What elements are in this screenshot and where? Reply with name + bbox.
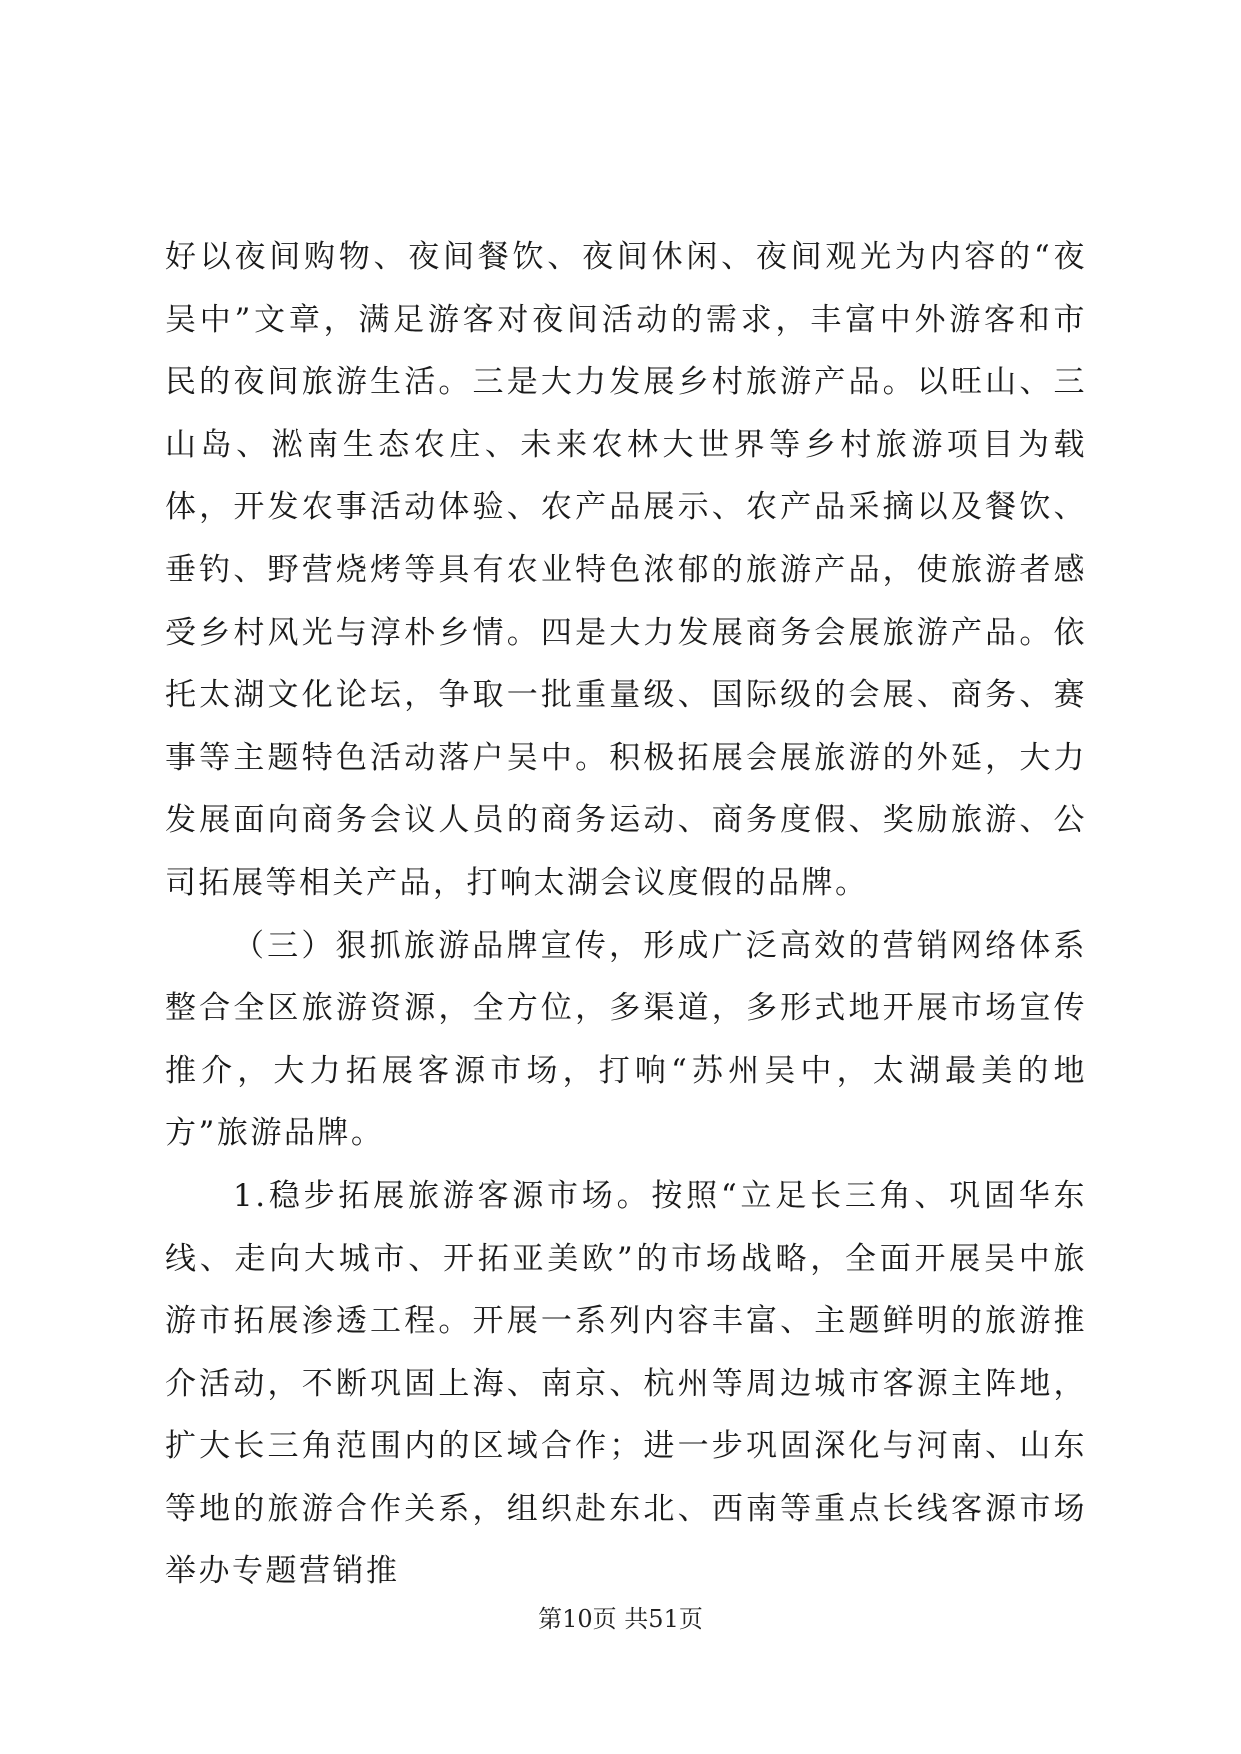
paragraph-continuation: 好以夜间购物、夜间餐饮、夜间休闲、夜间观光为内容的“夜吴中”文章，满足游客对夜间活动的需求，丰富中外游客和市民的夜间旅游生活。三是大力发展乡村旅游产品。以旺山、三山岛、淞南生态农庄、未来农林大世界等乡村旅游项目为载体，开发农事活动体验、农产品展示、农产品采摘以及餐饮、垂钓、野营烧烤等具有农业特色浓郁的旅游产品，使旅游者感受乡村风光与淳朴乡情。四是大力发展商务会展旅游产品。依托太湖文化论坛，争取一批重量级、国际级的会展、商务、赛事等主题特色活动落户吴中。积极拓展会展旅游的外延，大力发展面向商务会议人员的商务运动、商务度假、奖励旅游、公司拓展等相关产品，打响太湖会议度假的品牌。: [165, 239, 1087, 901]
page-number-footer: 第10页 共51页: [538, 1605, 703, 1633]
paragraph-section-three: （三）狠抓旅游品牌宣传，形成广泛高效的营销网络体系整合全区旅游资源，全方位，多渠道，多形式地开展市场宣传推介，大力拓展客源市场，打响“苏州吴中，太湖最美的地方”旅游品牌。: [165, 927, 1087, 1152]
paragraph-item-one: 1.稳步拓展旅游客源市场。按照“立足长三角、巩固华东线、走向大城市、开拓亚美欧”的市场战略，全面开展吴中旅游市拓展渗透工程。开展一系列内容丰富、主题鲜明的旅游推介活动，不断巩固上海、南京、杭州等周边城市客源主阵地，扩大长三角范围内的区域合作；进一步巩固深化与河南、山东等地的旅游合作关系，组织赴东北、西南等重点长线客源市场举办专题营销推: [165, 1177, 1087, 1590]
document-body: [165, 226, 1087, 1603]
